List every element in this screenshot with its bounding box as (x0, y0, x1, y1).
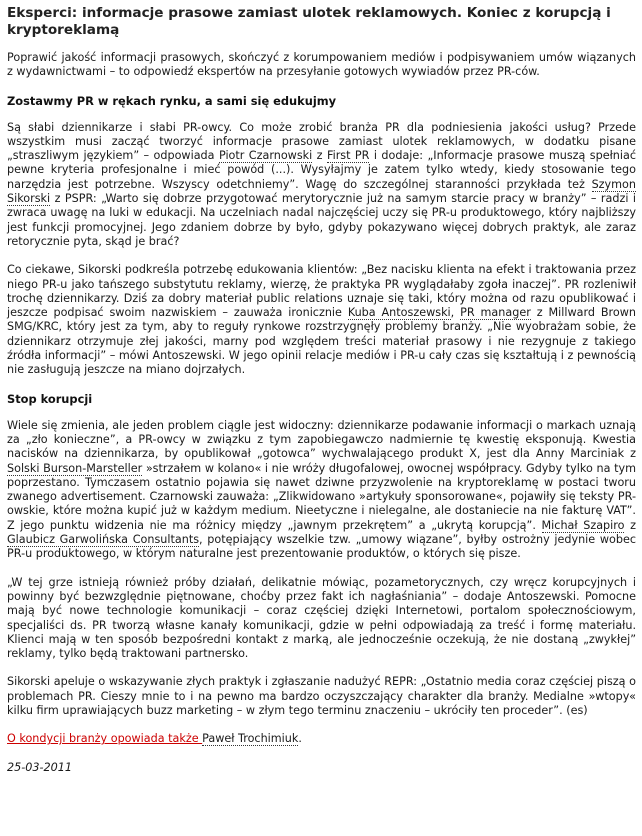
link-glaubicz-garwolinska[interactable]: Glaubicz Garwolińska Consultants (7, 533, 200, 547)
link-solski-burson-marsteller[interactable]: Solski Burson-Marsteller (7, 461, 143, 475)
paragraph-4: „W tej grze istnieją również próby działań, delikatnie mówiąc, pozametorycznych, czy wręcz korupcyjnych i powinny być bezwzględnie piętnowane, choćby przez fakt ich nagłaśniania” – dodaje Antoszewski. Pomocne mają być nowe technologie komunikacji – coraz częściej dzięki Internetowi, portalom społecznościowym, specjaliści ds. PR tworzą własne kanały komunikacji, gdzie w pełni odpowiadają za treść i formę materiału. Klienci mają w ten sposób bezpośredni kontakt z marką, ale jednocześnie oczekują, że nie dostaną „zwykłej” reklamy, tylko będą traktowani partnersko. (7, 575, 636, 661)
text: Wiele się zmienia, ale jeden problem ciągle jest widoczny: dziennikarze podawanie informacji o markach uznają za „zło konieczne”, a PR-owcy w związku z tym zapobiegawczo nadmiernie tę kwestię eksponują. Kwestia nacisków na dziennikarza, by opublikował „gotowca” wychwalającego produkt X, jest dla Anny Marciniak z (7, 418, 636, 461)
paragraph-1 (7, 121, 636, 250)
text: . (298, 732, 302, 746)
link-michal-szapiro[interactable]: Michał Szapiro (541, 518, 625, 532)
link-kuba-antoszewski[interactable]: Kuba Antoszewski (347, 306, 451, 320)
link-szymon-sikorski[interactable]: Szymon Sikorski (7, 177, 636, 206)
text: , (450, 306, 461, 320)
link-first-pr[interactable]: First PR (326, 149, 370, 163)
article-lead: Poprawić jakość informacji prasowych, skończyć z korumpowaniem mediów i podpisywaniem umów wiązanych z wydawnictwami – to odpowiedź ekspertów na przesyłanie gotowych wywiadów przez PR-ców. (7, 51, 636, 79)
text: »strzałem w kolano« i nie wróży długofalowej, owocnej współpracy. Gdyby tylko na tym poprzestano. Tymczasem ostatnio pojawia się nawet dziwne przyzwolenie na kryptoreklamę w postaci tworu zwanego advertisement. Czarnowski zauważa: „Zlikwidowano »artykuły sponsorowane«, pojawiły się teksty PR-owskie, które można kupić już w każdym medium. Nieetyczne i nielegalne, ale dostaniecie na nie fakturę VAT”. Z jego punktu widzenia nie ma różnicy między „jawnym przekrętem” a „ukrytą korupcją”. (7, 461, 636, 532)
text: Co ciekawe, Sikorski podkreśla potrzebę edukowania klientów: „Bez nacisku klienta na efekt i traktowania przez niego PR-u jako tańszego substytutu reklamy, wierzę, że praktyka PR wyglądałaby zgoła inaczej”. PR rozleniwił trochę dziennikarzy. Dziś za dobry materiał public relations uznaje się taki, który można od razu opublikować i jeszcze podpisać swoim nazwiskiem – zauważa ironicznie (7, 263, 636, 320)
text: Są słabi dziennikarze i słabi PR-owcy. Co może zrobić branża PR dla podniesienia jakości usług? Przede wszystkim musi zacząć tworzyć informacje prasowe zamiast ulotek reklamowych, w dodatku pisane „straszliwym językiem” – odpowiada (7, 120, 636, 163)
related-article (7, 732, 636, 746)
paragraph-2 (7, 263, 636, 377)
text: i dodaje: „Informacje prasowe muszą spełniać pewne kryteria profesjonalne i mieć powód (...). Wysyłajmy je zatem tylko wtedy, kiedy stosowanie tego narzędzia jest potrzebne. Wszyscy odetchniemy”. Wagę do szczególnej staranności przykłada też (7, 149, 636, 191)
link-piotr-czarnowski[interactable]: Piotr Czarnowski (218, 149, 313, 163)
text: z (312, 149, 327, 163)
link-pawel-trochimiuk[interactable]: Paweł Trochimiuk (202, 732, 299, 746)
paragraph-5: Sikorski apeluje o wskazywanie złych praktyk i zgłaszanie nadużyć REPR: „Ostatnio media coraz częściej piszą o problemach PR. Cieszy mnie to i na pewno ma bardzo oczyszczający charakter dla branży. Medialne »wtopy« kilku firm uprawiających buzz marketing – w złym tego terminu znaczeniu – ukróciły ten proceder”. (es) (7, 675, 636, 717)
link-pr-manager[interactable]: PR manager (460, 306, 531, 320)
section-heading-corruption: Stop korupcji (7, 391, 93, 406)
paragraph-3 (7, 419, 636, 562)
text: z Millward Brown SMG/KRC, który jest za tym, aby to reguły rynkowe rozstrzygnęły problemy branży. „Nie wyobrażam sobie, że dziennikarz otrzymuje złej jakości, marny pod względem treści materiał prasowy i nie rezygnuje z takiego źródła informacji” – mówi Antoszewski. W jego opinii relacje mediów i PR-u cały czas się kształtują i z pewnością nie zasługują jeszcze na miano dojrzałych. (7, 306, 636, 377)
article-title: Eksperci: informacje prasowe zamiast ulotek reklamowych. Koniec z korupcją i kryptoreklamą (7, 5, 611, 38)
section-heading-education: Zostawmy PR w rękach rynku, a sami się edukujmy (7, 93, 337, 108)
publish-date: 25-03-2011 (7, 760, 73, 774)
text: , potępiający wszelkie tzw. „umowy wiązane”, byłby ostrożny jedynie wobec PR-u produktowego, w którym naturalne jest prezentowanie produktów, o których się pisze. (7, 533, 636, 561)
text: z PSPR: „Warto się dobrze przygotować merytorycznie już na samym starcie pracy w branży” – radzi i zwraca uwagę na luki w edukacji. Na uczelniach nadal najczęściej uczy się PR-u produktowego, który najbliższy jest funkcji promocyjnej. Jego zdaniem dobrze by było, gdyby pokazywano więcej dobrych praktyk, ale zaraz retorycznie pyta, skąd je brać? (7, 192, 636, 248)
related-article-link[interactable]: O kondycji branży opowiada także (7, 732, 203, 746)
text: z (624, 518, 636, 532)
